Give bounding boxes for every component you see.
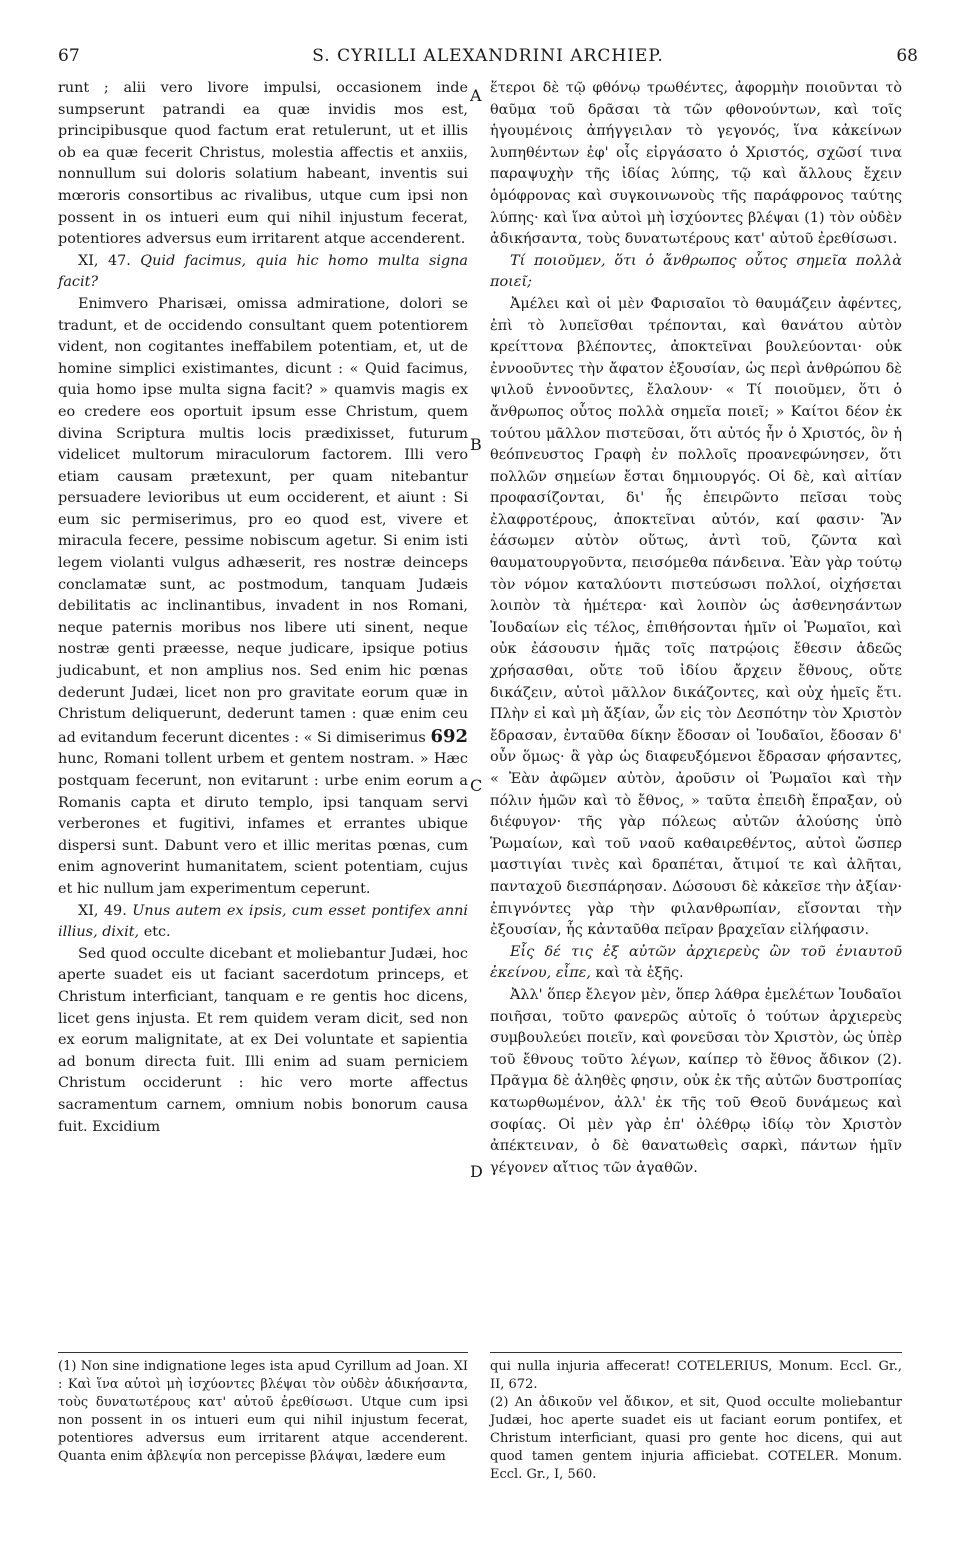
footnote-1-continued: qui nulla injuria affecerat! COTELERIUS, Monum. Eccl. Gr., II, 672. — [490, 1359, 902, 1392]
greek-paragraph-2: Ἀμέλει καὶ οἱ μὲν Φαρισαῖοι τὸ θαυμάζειν ἀφέντες, ἐπὶ τὸ λυπεῖσθαι τρέπονται, καὶ θανάτου αὐτὸν κρείττονα βλέποντες, ἀποκτεῖναι βουλεύονται· οὐκ ἐννοοῦντες τὴν ἄφατον ἐξουσίαν, ὡς περὶ ἀνθρώπου δὲ ψιλοῦ ἐννοοῦντες, ἔλαλουν· « Τί ποιοῦμεν, ὅτι ὁ ἄνθρωπος οὗτος πολλὰ σημεῖα ποιεῖ; » Καίτοι δέον ἐκ τούτου μᾶλλον πιστεῦσαι, ὅτι αὐτός ἦν ὁ Χριστός, ὃν ἡ θεόπνευστος Γραφὴ ἐν πολλοῖς προανεφώνησεν, ὅτι πολλῶν σημείων ἔσται δημιουργός. Οἱ δὲ, καὶ αἰτίαν προφασίζονται, δι' ἧς ἐπειρῶντο πεῖσαι τοὺς ἐλαφροτέρους, ἀποκτεῖναι αὐτόν, καί φασιν· Ἂν ἐάσωμεν αὐτὸν οὕτως, ἀντὶ τοῦ, ζῶντα καὶ θαυματουργοῦντα, πεισόμεθα πάνδεινα. Ἐὰν γὰρ τούτῳ τὸν νόμον καταλύοντι πιστεύσωσι πολλοί, οἰχήσεται λοιπὸν τὰ ἡμέτερα· καὶ λοιπὸν ὡς ἀσθενησάντων Ἰουδαίων εἰς τέλος, ἐπιθήσονται ἡμῖν οἱ Ῥωμαῖοι, καὶ οὐκ ἐάσουσιν ἡμᾶς τοῖς πατρῴοις ἔθεσιν ἀδεῶς χρήσασθαι, οὔτε τοῦ ἰδίου ἄρχειν ἔθνους, οὔτε δικάζειν, αὐτοὶ μᾶλλον δικάζοντες, καὶ οὐχ ἡμεῖς ἔτι. Πλὴν εἰ καὶ μὴ ἄξίαν, ὧν εἰς τὸν Δεσπότην τὸν Χριστὸν ἔδρασαν, ἐνταῦθα δίκην ἔδοσαν οἱ Ἰουδαῖοι, ἔδοσαν δ' οὖν ὅμως· ἃ γὰρ ὡς διαφευξόμενοι ἔδρασαν φήσαντες, « Ἐὰν ἀφῶμεν αὐτὸν, ἀροῦσιν οἱ Ῥωμαῖοι καὶ τὴν πόλιν ἡμῶν καὶ τὸ ἔθνος, » ταῦτα ἐπειδὴ ἔπραξαν, οὐ διέφυγον· τῆς γὰρ πόλεως αὐτῶν ἁλούσης ὑπὸ Ῥωμαίων, καὶ τοῦ ναοῦ καθαιρεθέντος, αὐτοὶ ὥσπερ μαστιγίαι τινὲς καὶ δραπέται, ἄτιμοί τε καὶ ἀλῆται, πανταχοῦ διεσπάρησαν. Δώσουσι δὲ κἀκεῖσε τὴν ἀξίαν· ἐπιγνόντες γὰρ τὴν φιλανθρωπίαν, εἴσονται τὴν ἐξουσίαν, ἧς κἀνταῦθα πεῖραν βραχεῖαν εἰλήφασιν. — [490, 295, 902, 939]
greek-ref-2-text: Εἷς δέ τις ἐξ αὐτῶν ἀρχιερεὺς ὢν τοῦ ἐνιαυτοῦ ἐκείνου, εἶπε, — [490, 943, 902, 982]
latin-paragraph-2 — [58, 294, 468, 901]
margin-page-number: 692 — [430, 725, 469, 747]
latin-paragraph-2-part-a: Enimvero Pharisæi, omissa admiratione, dolori se tradunt, et de occidendo consultant quem potentiorem vident, non cogitantes ineffabilem potentiam, et, ut de homine simplici existimantes, dicunt : « Quid facimus, quia homo ipse multa signa facit? » quamvis magis ex eo credere eos oportuit ipsum esse Christum, quem divina Scriptura multis locis prædixisset, futurum videlicet multorum miraculorum factorem. Illi vero etiam causam prætexunt, per quam nitebantur persuadere levioribus ut eum occiderent, et aiunt : Si eum sic permiserimus, pro eo quod est, vivere et miracula fecere, pessime nobiscum agetur. Si enim isti legem violanti vulgus adhæserit, res nostræ deinceps conclamatæ sunt, ac postmodum, tanquam Judæis debilitatis ac inclinantibus, invadent in nos Romani, neque paternis moribus nos libere uti sinent, neque nostræ genti præesse, neque judicare, ipsique potius judicabunt, et non amplius nos. Sed enim hic pœnas dederunt Judæi, licet non pro gravitate eorum quæ in Christum deliquerunt, dederunt tamen : quæ enim ceu ad evitandum fecerunt dicentes : « Si dimiserimus — [58, 295, 468, 746]
latin-ref-2-text: Unus autem ex ipsis, cum esset pontifex anni illius, dixit, — [58, 902, 468, 941]
latin-ref-2-number: XI, 49. — [78, 902, 127, 919]
section-marker-d: D — [470, 1162, 483, 1181]
greek-scripture-ref-1: Τί ποιοῦμεν, ὅτι ὁ ἄνθρωπος οὗτος σημεῖα πολλὰ ποιεῖ; — [490, 252, 902, 291]
footnote-2: (2) Αn ἀδικοῦν vel ἄδικον, et sit, Quod occulte moliebantur Judæi, hoc aperte suadet eis ut faciant eorum pontifex, et Christum interficiant, quasi pro gente hoc dicens, qui aut quod tamen gentem injuria afficiebat. COTELER. Monum. Eccl. Gr., I, 560. — [490, 1395, 902, 1482]
greek-ref-2-tail: καὶ τὰ ἑξῆς. — [595, 965, 684, 982]
latin-ref-1-text: Quid facimus, quia hic homo multa signa facit? — [58, 252, 469, 291]
latin-paragraph-3: Sed quod occulte dicebant et moliebantur Judæi, hoc aperte suadet eis ut faciant sacerdotum princeps, et Christum interficiant, tanquam e re gentis hoc dicens, licet gens injusta. Et rem quidem veram dicit, sed non ex eorum malignitate, at ex Dei voluntate et sapientia ad bonum directa fuit. Illi enim ad suam perniciem Christum occiderunt : hic vero morte affectus sacramentum carnem, omnium nobis bonorum causa fuit. Excidium — [58, 945, 468, 1135]
greek-column — [490, 78, 902, 1179]
latin-scripture-ref-1 — [58, 251, 468, 294]
latin-ref-1-number: XI, 47. — [78, 252, 131, 269]
greek-paragraph-1: ἕτεροι δὲ τῷ φθόνῳ τρωθέντες, ἀφορμὴν ποιοῦνται τὸ θαῦμα τοῦ δρᾶσαι τὰ τῶν φθονούντων, καὶ τοῖς ἡγουμένοις ἀπήγγειλαν τὸ γεγονός, ἵνα κἀκείνων λυπηθέντων ἐφ' οἷς εἰργάσατο ὁ Χριστός, σχῶσί τινα παραψυχὴν τῆς ἰδίας λύπης, τῷ καὶ ἄλλους ἔχειν ὁμόφρονας καὶ συγκοινωνοὺς τῆς παράφρονος ταύτης λύπης· καὶ ἵνα αὐτοὶ μὴ ἰσχύοντες βλέψαι (1) τὸν οὐδὲν ἀδικήσαντα, τοὺς δυνατωτέρους κατ' αὐτοῦ ἐρεθίσωσι. — [490, 80, 902, 248]
latin-ref-2-tail: etc. — [143, 924, 171, 941]
latin-paragraph-1: runt ; alii vero livore impulsi, occasionem inde sumpserunt patrandi ea quæ invidis mos est, principibusque quod factum erat retulerunt, ut et illis ob ea quæ fecerit Christus, molestia affectis et anxiis, nonnullum sui doloris solatium habeant, inventis sui mœroris consortibus ac rivalibus, utque cum ipsi non possent in os intueri eum qui nihil injustum fecerat, potentiores adversus eum irritarent atque accenderent. — [58, 80, 468, 248]
greek-scripture-ref-2 — [490, 942, 902, 985]
section-marker-a: A — [470, 86, 482, 105]
page-header — [58, 46, 918, 72]
latin-scripture-ref-2 — [58, 901, 468, 944]
greek-paragraph-3: Ἀλλ' ὅπερ ἔλεγον μὲν, ὅπερ λάθρα ἐμελέτων Ἰουδαῖοι ποιῆσαι, τοῦτο φανερῶς αὐτοῖς ὁ τούτων ἀρχιερεὺς συμβουλεύει ποιεῖν, καὶ φονεῦσαι τὸν Χριστὸν, ὡς ὑπὲρ τοῦ ἔθνους τοῦτο λέγων, καίπερ τὸ ἔθνος ἄδικον (2). Πρᾶγμα δὲ ἀληθὲς φησιν, οὐκ ἐκ τῆς αὐτῶν δυστροπίας κατωρθωμένον, ἀλλ' ἐκ τῆς τοῦ Θεοῦ δυνάμεως καὶ σοφίας. Οἱ μὲν γὰρ ἐπ' ὀλέθρῳ ἰδίῳ τὸν Χριστὸν ἀπέκτειναν, ὁ δὲ θανατωθεὶς σαρκὶ, πάντων ἡμῖν γέγονεν αἴτιος τῶν ἀγαθῶν. — [490, 986, 902, 1176]
footnote-1: (1) Non sine indignatione leges ista apud Cyrillum ad Joan. XI : Καὶ ἵνα αὐτοὶ μὴ ἰσχύοντες βλέψαι τὸν οὐδὲν ἀδικήσαντα, τοὺς δυνατωτέρους κατ' αὐτοῦ ἐρεθίσωσι. Utque cum ipsi non possent in os intueri eum qui nihil injustum fecerat, potentiores adversus eum irritarent atque accenderent. Quanta enim ἀβλεψία non percepisse βλάψαι, lædere eum — [58, 1359, 468, 1464]
footnote-divider-right — [490, 1352, 902, 1353]
latin-column — [58, 78, 468, 1138]
page-number-left: 67 — [58, 46, 80, 66]
section-marker-c: C — [470, 776, 483, 795]
latin-paragraph-2-part-b: hunc, Romani tollent urbem et gentem nostram. » Hæc postquam fecerunt, non evitarunt : urbe enim eorum a Romanis capta et diruto templo, ipsi tanquam servi verberones et fugitivi, infames et errantes ubique dispersi sunt. Dabunt vero et illic meritas pœnas, cum enim agnoverint humanitatem, scient potentiam, cujus et hic nullum jam experimentum ceperunt. — [58, 751, 468, 897]
section-marker-b: B — [470, 435, 482, 454]
running-title: S. CYRILLI ALEXANDRINI ARCHIEP. — [312, 46, 664, 66]
footnote-divider-left — [58, 1352, 468, 1353]
page-number-right: 68 — [896, 46, 918, 66]
footnotes-right — [490, 1358, 902, 1484]
footnotes-left — [58, 1358, 468, 1466]
